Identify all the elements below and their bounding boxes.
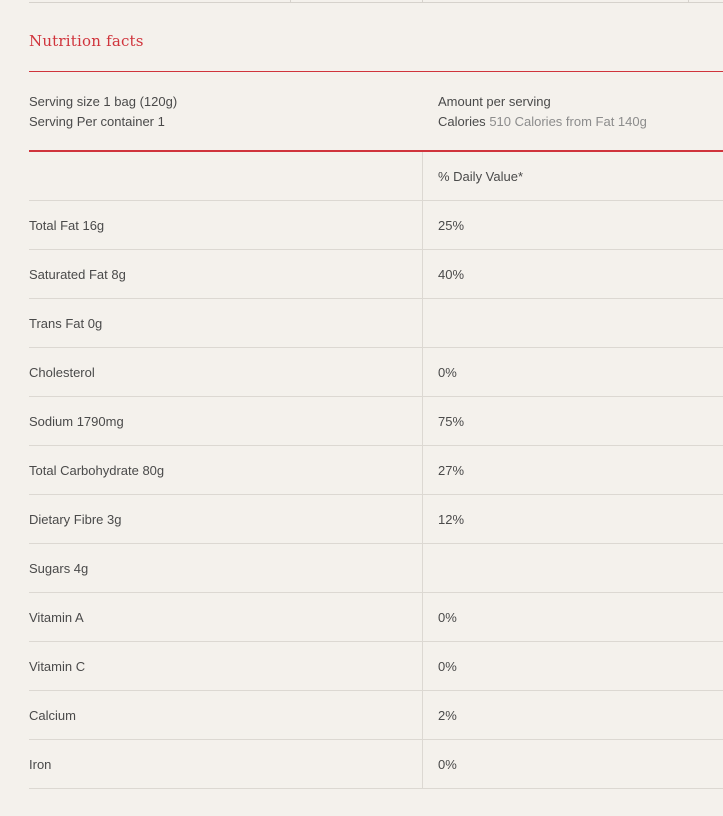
column-divider <box>422 740 423 788</box>
nutrient-daily-value: 0% <box>438 756 457 772</box>
column-divider <box>422 495 423 543</box>
top-divider-tick <box>290 0 291 3</box>
nutrient-name: Iron <box>29 757 52 772</box>
nutrient-name: Dietary Fibre 3g <box>29 512 122 527</box>
nutrient-row <box>29 593 723 642</box>
nutrient-daily-value: 0% <box>438 364 457 380</box>
calories-line <box>438 112 647 132</box>
column-divider <box>422 201 423 249</box>
nutrient-name: Calcium <box>29 708 76 723</box>
nutrient-daily-value: 0% <box>438 658 457 674</box>
column-divider <box>422 250 423 298</box>
column-divider <box>422 593 423 641</box>
nutrient-row <box>29 348 723 397</box>
nutrient-row <box>29 691 723 740</box>
nutrition-table <box>29 152 723 789</box>
calories-value: 510 Calories from Fat 140g <box>489 114 647 129</box>
nutrient-row <box>29 740 723 789</box>
column-divider <box>422 642 423 690</box>
nutrient-row <box>29 446 723 495</box>
serving-per-container: Serving Per container 1 <box>29 114 165 129</box>
column-divider <box>422 397 423 445</box>
top-divider-tick <box>688 0 689 3</box>
column-divider <box>422 299 423 347</box>
nutrient-row <box>29 642 723 691</box>
nutrient-name: Sodium 1790mg <box>29 414 124 429</box>
nutrient-name: Sugars 4g <box>29 561 89 576</box>
nutrient-daily-value: 0% <box>438 609 457 625</box>
nutrient-row <box>29 397 723 446</box>
nutrient-daily-value: 27% <box>438 462 465 478</box>
top-divider <box>29 2 723 3</box>
amount-info <box>438 92 647 132</box>
title-divider <box>29 71 723 72</box>
top-divider-tick <box>422 0 423 3</box>
section-title: Nutrition facts <box>29 32 144 50</box>
nutrient-row <box>29 299 723 348</box>
nutrient-row <box>29 201 723 250</box>
column-divider <box>422 152 423 200</box>
nutrient-name: Cholesterol <box>29 365 95 380</box>
column-divider <box>422 348 423 396</box>
table-header-row <box>29 152 723 201</box>
nutrient-daily-value: 12% <box>438 511 465 527</box>
nutrient-row <box>29 250 723 299</box>
serving-info <box>29 92 177 132</box>
nutrient-daily-value: 2% <box>438 707 457 723</box>
nutrient-name: Vitamin A <box>29 610 84 625</box>
column-divider <box>422 691 423 739</box>
nutrient-name: Vitamin C <box>29 659 86 674</box>
serving-size: Serving size 1 bag (120g) <box>29 94 178 109</box>
nutrient-name: Total Carbohydrate 80g <box>29 463 165 478</box>
column-divider <box>422 446 423 494</box>
nutrient-name: Trans Fat 0g <box>29 316 103 331</box>
nutrient-row <box>29 544 723 593</box>
daily-value-header: % Daily Value* <box>438 168 524 184</box>
nutrient-row <box>29 495 723 544</box>
nutrient-daily-value: 25% <box>438 217 465 233</box>
nutrient-name: Total Fat 16g <box>29 218 105 233</box>
calories-label: Calories <box>438 114 486 129</box>
nutrient-daily-value: 75% <box>438 413 465 429</box>
nutrient-daily-value: 40% <box>438 266 465 282</box>
nutrient-name: Saturated Fat 8g <box>29 267 126 282</box>
column-divider <box>422 544 423 592</box>
amount-label: Amount per serving <box>438 94 551 109</box>
header-blank <box>29 176 422 177</box>
